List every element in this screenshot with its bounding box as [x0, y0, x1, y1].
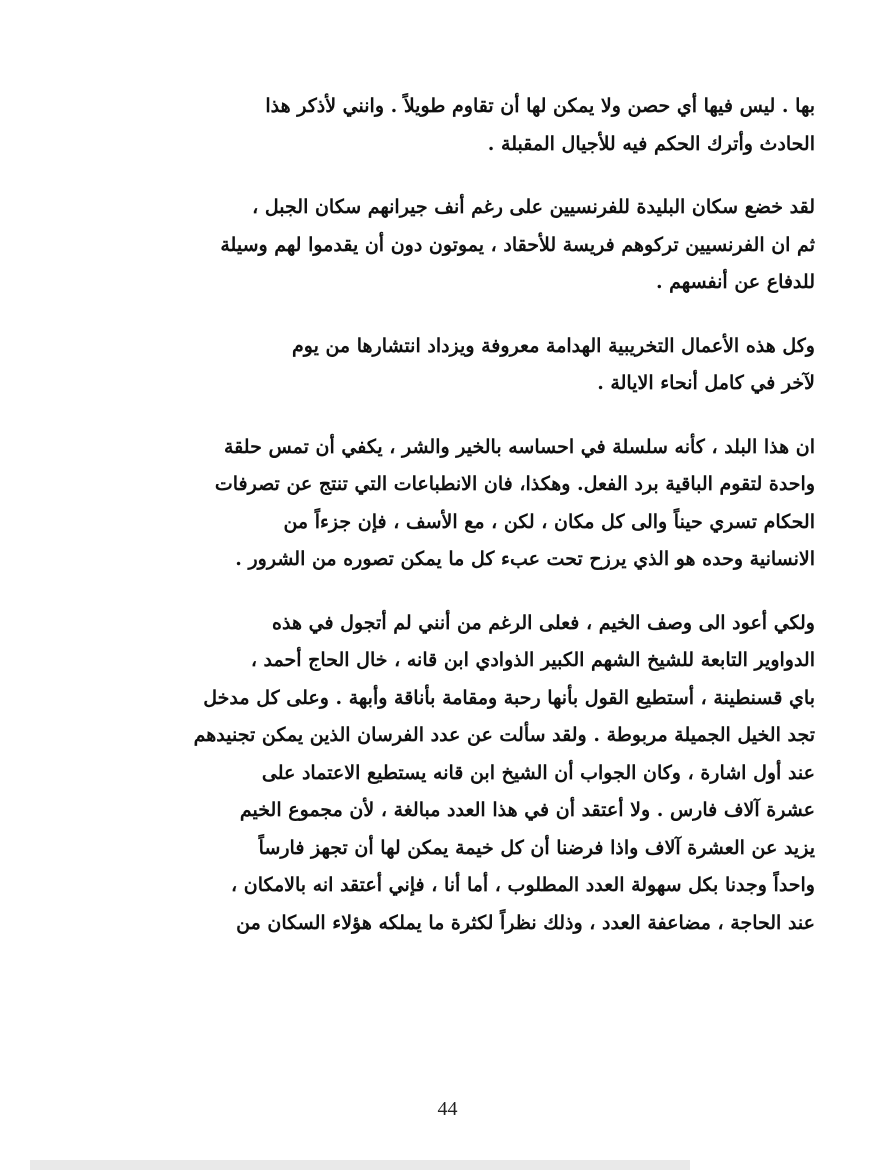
text-line: لقد خضع سكان البليدة للفرنسيين على رغم أنف جيرانهم سكان الجبل ، [252, 196, 815, 218]
text-line: تجد الخيل الجميلة مربوطة . ولقد سألت عن عدد الفرسان الذين يمكن تجنيدهم [193, 724, 815, 746]
paragraph-4 [80, 429, 815, 579]
text-line: الدواوير التابعة للشيخ الشهم الكبير الذوادي ابن قانه ، خال الحاج أحمد ، [250, 649, 815, 671]
text-line: بها . ليس فيها أي حصن ولا يمكن لها أن تقاوم طويلاً . وانني لأذكر هذا [265, 95, 815, 117]
text-line: باي قسنطينة ، أستطيع القول بأنها رحبة ومقامة بأناقة وأبهة . وعلى كل مدخل [203, 686, 815, 709]
page-text [80, 88, 815, 968]
text-line: الحادث وأترك الحكم فيه للأجيال المقبلة . [487, 132, 815, 155]
paragraph-3 [80, 328, 815, 403]
scan-edge-shadow [30, 1160, 690, 1170]
text-line: وكل هذه الأعمال التخريبية الهدامة معروفة ويزداد انتشارها من يوم [291, 334, 815, 357]
text-line: ان هذا البلد ، كأنه سلسلة في احساسه بالخير والشر ، يكفي أن تمس حلقة [224, 435, 815, 458]
text-line: للدفاع عن أنفسهم . [655, 271, 815, 293]
page-number: 44 [437, 1098, 458, 1120]
text-line: واحدة لتقوم الباقية برد الفعل. وهكذا، فان الانطباعات التي تنتج عن تصرفات [214, 473, 815, 495]
text-line: واحداً وجدنا بكل سهولة العدد المطلوب ، أما أنا ، فإني أعتقد انه بالامكان ، [231, 874, 815, 896]
text-line: يزيد عن العشرة آلاف واذا فرضنا أن كل خيمة يمكن لها أن تجهز فارساً [258, 836, 815, 859]
paragraph-1 [80, 88, 815, 163]
text-line: ثم ان الفرنسيين تركوهم فريسة للأحقاد ، يموتون دون أن يقدموا لهم وسيلة [220, 233, 815, 256]
text-line: عند أول اشارة ، وكان الجواب أن الشيخ ابن قانه يستطيع الاعتماد على [261, 761, 815, 784]
text-line: عشرة آلاف فارس . ولا أعتقد أن في هذا العدد مبالغة ، لأن مجموع الخيم [239, 799, 815, 821]
paragraph-2 [80, 189, 815, 302]
text-line: ولكي أعود الى وصف الخيم ، فعلى الرغم من أنني لم أتجول في هذه [272, 611, 815, 634]
text-line: الانسانية وحده هو الذي يرزح تحت عبء كل ما يمكن تصوره من الشرور . [235, 548, 815, 570]
paragraph-5 [80, 605, 815, 943]
text-line: الحكام تسري حيناً والى كل مكان ، لكن ، مع الأسف ، فإن جزءاً من [283, 510, 815, 533]
text-line: عند الحاجة ، مضاعفة العدد ، وذلك نظراً لكثرة ما يملكه هؤلاء السكان من [236, 911, 815, 934]
text-line: لآخر في كامل أنحاء الايالة . [597, 372, 815, 394]
